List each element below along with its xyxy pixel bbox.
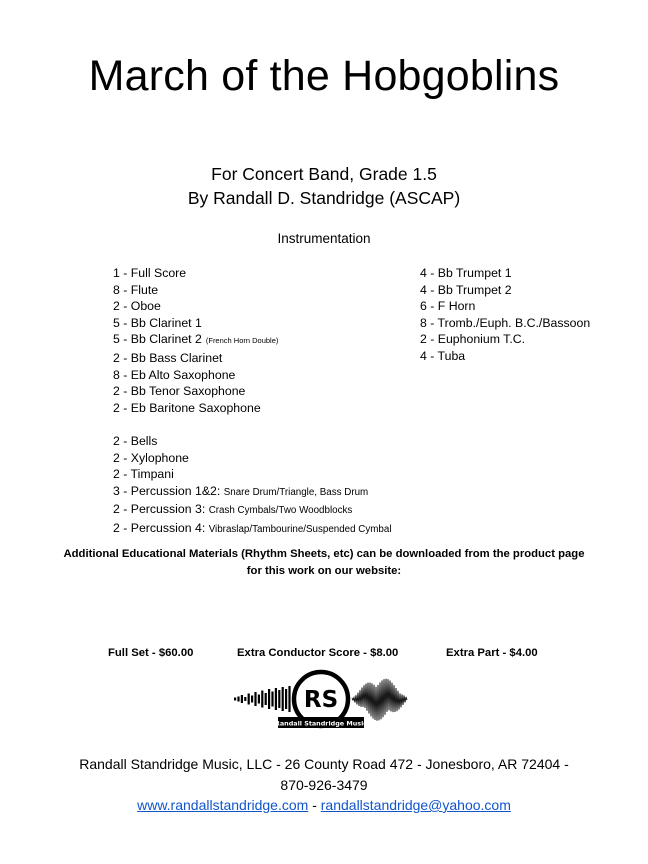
instrument-label: 2 - Timpani <box>113 467 174 482</box>
percussion-line <box>113 466 392 483</box>
instrument-label: 3 - Percussion 1&2: <box>113 483 221 498</box>
instrument-line <box>420 265 590 282</box>
soundwave-bar <box>288 686 290 712</box>
footer <box>0 754 648 816</box>
instrumentation-right-column <box>420 265 590 365</box>
soundwave-bar <box>244 697 246 701</box>
soundwave-bar <box>251 696 253 703</box>
instrument-line <box>113 383 392 400</box>
instrument-line <box>113 282 392 299</box>
instrument-line <box>420 348 590 365</box>
instrument-label: 8 - Flute <box>113 282 159 297</box>
instrument-label: 8 - Tromb./Euph. B.C./Bassoon <box>420 315 591 330</box>
footer-phone: 870-926-3479 <box>280 776 368 793</box>
instrument-line <box>113 298 392 315</box>
instrument-line <box>113 400 392 417</box>
soundwave-bar <box>241 695 243 703</box>
percussion-detail: Crash Cymbals/Two Woodblocks <box>208 505 353 517</box>
link-separator: - <box>308 797 321 813</box>
soundwave-bar <box>248 694 250 705</box>
instrument-line <box>420 298 590 315</box>
soundwave-bar <box>271 692 273 707</box>
instrument-label: 2 - Bb Bass Clarinet <box>113 350 223 365</box>
soundwave-bar <box>282 687 284 711</box>
price-full-set: Full Set - $60.00 <box>108 647 194 659</box>
page-title: March of the Hobgoblins <box>88 52 560 100</box>
instrument-note: (French Horn Double) <box>205 336 279 346</box>
instrumentation-left-column <box>113 265 392 539</box>
percussion-line <box>113 501 392 520</box>
price-conductor-score: Extra Conductor Score - $8.00 <box>237 647 399 659</box>
additional-materials-line2: for this work on our website: <box>246 564 402 577</box>
instrument-label: 2 - Bells <box>113 433 158 448</box>
price-extra-part: Extra Part - $4.00 <box>446 647 538 659</box>
instrument-label: 2 - Bb Tenor Saxophone <box>113 384 246 399</box>
percussion-detail: Vibraslap/Tambourine/Suspended Cymbal <box>208 523 392 535</box>
subtitle-composer: By Randall D. Standridge (ASCAP) <box>187 188 461 208</box>
instrument-label: 2 - Percussion 4: <box>113 520 206 535</box>
instrument-line <box>113 367 392 384</box>
instrument-label: 5 - Bb Clarinet 2 <box>113 332 202 347</box>
soundwave-bar <box>261 691 263 708</box>
soundwave-line <box>352 679 407 721</box>
percussion-line <box>113 433 392 450</box>
soundwave-bar <box>258 695 260 704</box>
instrument-line <box>420 331 590 348</box>
logo-name: Randall Standridge Music <box>274 719 368 728</box>
instrument-label: 2 - Percussion 3: <box>113 502 206 517</box>
website-link[interactable]: www.randallstandridge.com <box>137 797 309 813</box>
instrument-label: 2 - Xylophone <box>113 450 189 465</box>
percussion-line <box>113 520 392 539</box>
logo-initials: RS <box>303 687 339 713</box>
percussion-line <box>113 450 392 467</box>
instrument-label: 5 - Bb Clarinet 1 <box>113 315 202 330</box>
instrument-line <box>113 350 392 367</box>
soundwave-bar <box>278 690 280 708</box>
rs-logo <box>232 669 410 735</box>
instrument-label: 2 - Euphonium T.C. <box>420 332 526 347</box>
instrument-label: 4 - Tuba <box>420 348 466 363</box>
instrument-label: 4 - Bb Trumpet 2 <box>420 282 512 297</box>
soundwave-bar <box>234 698 236 701</box>
soundwave-bar <box>265 693 267 705</box>
instrument-line <box>113 315 392 332</box>
soundwave-bar <box>285 689 287 709</box>
email-link[interactable]: randallstandridge@yahoo.com <box>320 797 511 813</box>
subtitle-block <box>0 162 648 210</box>
soundwave-bar <box>237 697 239 702</box>
instrument-label: 4 - Bb Trumpet 1 <box>420 266 512 280</box>
percussion-line <box>113 483 392 502</box>
additional-materials-line1: Additional Educational Materials (Rhythm Sheets, etc) can be downloaded from the product page <box>63 548 585 560</box>
instrumentation-heading: Instrumentation <box>277 231 371 246</box>
instrument-line <box>113 265 392 282</box>
instrument-label: 2 - Oboe <box>113 299 161 314</box>
instrument-label: 6 - F Horn <box>420 299 476 314</box>
soundwave-bar <box>275 688 277 710</box>
soundwave-right-icon <box>352 679 407 721</box>
additional-materials-note <box>0 546 648 579</box>
instrument-label: 8 - Eb Alto Saxophone <box>113 367 236 382</box>
soundwave-left-icon <box>234 686 291 712</box>
instrument-line <box>420 315 590 332</box>
percussion-detail: Snare Drum/Triangle, Bass Drum <box>223 486 369 498</box>
instrument-line <box>113 331 392 350</box>
instrument-label: 2 - Eb Baritone Saxophone <box>113 400 261 415</box>
instrument-line <box>420 282 590 299</box>
section-spacer <box>113 416 392 433</box>
footer-address: Randall Standridge Music, LLC - 26 County Road 472 - Jonesboro, AR 72404 - <box>79 756 569 772</box>
soundwave-bar <box>254 692 256 706</box>
instrument-label: 1 - Full Score <box>113 266 187 280</box>
footer-links <box>0 795 648 816</box>
subtitle-ensemble-grade: For Concert Band, Grade 1.5 <box>211 164 437 184</box>
soundwave-bar <box>268 689 270 709</box>
